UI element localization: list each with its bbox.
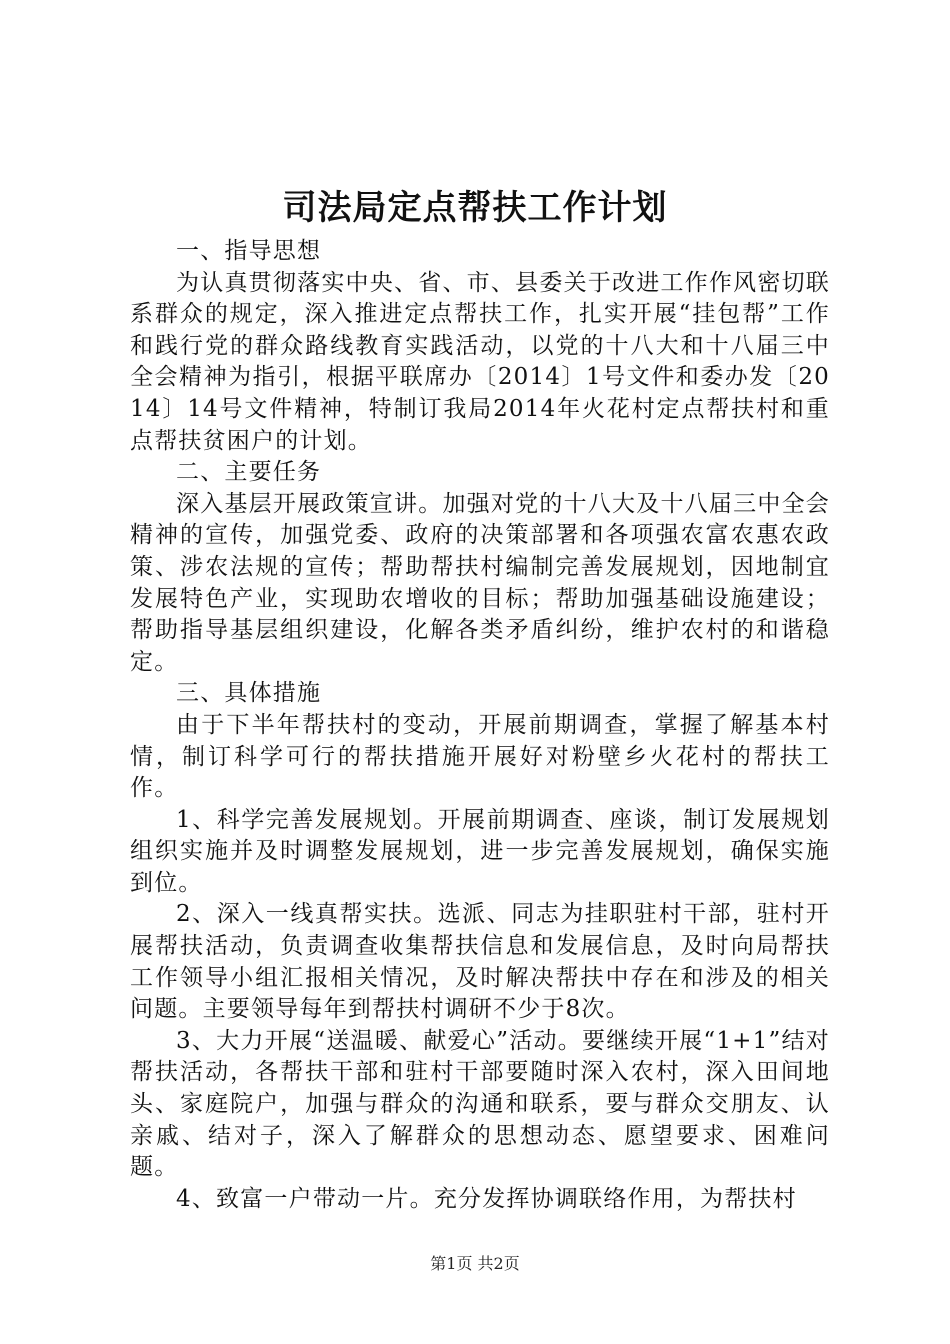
page-number-footer: 第1页 共2页: [430, 1254, 520, 1273]
paragraph-measures-intro: 由于下半年帮扶村的变动，开展前期调查，掌握了解基本村情，制订科学可行的帮扶措施开展好对粉壁乡火花村的帮扶工作。: [130, 711, 830, 802]
section-heading-guiding-ideology: 一、指导思想: [176, 238, 322, 264]
paragraph-measure-2: 2、深入一线真帮实扶。选派、同志为挂职驻村干部，驻村开展帮扶活动，负责调查收集帮扶信息和发展信息，及时向局帮扶工作领导小组汇报相关情况，及时解决帮扶中存在和涉及的相关问题。主要领导每年到帮扶村调研不少于8次。: [130, 901, 830, 1023]
paragraph-main-tasks: 深入基层开展政策宣讲。加强对党的十八大及十八届三中全会精神的宣传，加强党委、政府的决策部署和各项强农富农惠农政策、涉农法规的宣传；帮助帮扶村编制完善发展规划，因地制宜发展特色产业，实现助农增收的目标；帮助加强基础设施建设；帮助指导基层组织建设，化解各类矛盾纠纷，维护农村的和谐稳定。: [130, 490, 830, 675]
paragraph-guiding-ideology: 为认真贯彻落实中央、省、市、县委关于改进工作作风密切联系群众的规定，深入推进定点帮扶工作，扎实开展“挂包帮”工作和践行党的群众路线教育实践活动，以党的十八大和十八届三中全会精神为指引，根据平联席办〔2014〕1号文件和委办发〔2014〕14号文件精神，特制订我局2014年火花村定点帮扶村和重点帮扶贫困户的计划。: [130, 269, 830, 454]
paragraph-measure-4: 4、致富一户带动一片。充分发挥协调联络作用，为帮扶村: [176, 1185, 797, 1212]
section-heading-main-tasks: 二、主要任务: [176, 459, 322, 486]
section-heading-specific-measures: 三、具体措施: [176, 680, 322, 707]
paragraph-measure-1: 1、科学完善发展规划。开展前期调查、座谈，制订发展规划组织实施并及时调整发展规划，进一步完善发展规划，确保实施到位。: [130, 806, 830, 896]
document-title: 司法局定点帮扶工作计划: [282, 188, 668, 228]
document-body: [130, 236, 830, 1215]
paragraph-measure-3: 3、大力开展“送温暖、献爱心”活动。要继续开展“1+1”结对帮扶活动，各帮扶干部和驻村干部要随时深入农村，深入田间地头、家庭院户，加强与群众的沟通和联系，要与群众交朋友、认亲戚、结对子，深入了解群众的思想动态、愿望要求、困难问题。: [130, 1027, 830, 1181]
